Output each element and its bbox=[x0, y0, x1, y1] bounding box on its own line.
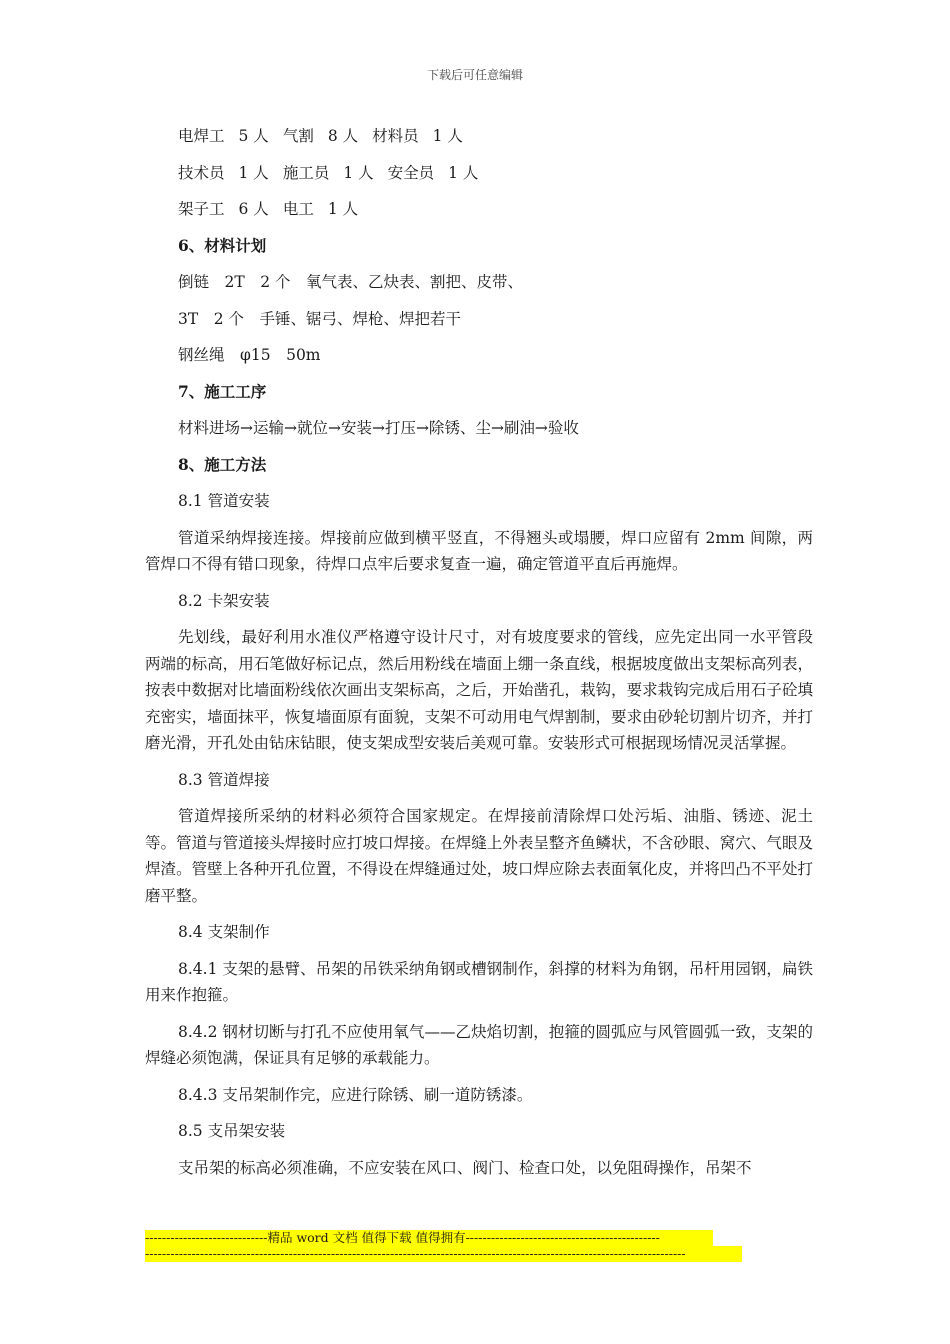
staff-count: 1 人 bbox=[432, 127, 463, 145]
footer-line: -------------------------------------------------------------------------------------------------------------------------------- bbox=[145, 1246, 742, 1262]
section-heading: 6、材料计划 bbox=[178, 235, 267, 255]
section-heading: 7、施工工序 bbox=[178, 381, 267, 401]
staff-count: 1 人 bbox=[327, 200, 359, 218]
staff-row bbox=[145, 123, 813, 150]
paragraph: 8.4.1 支架的悬臂、吊架的吊铁采纳角钢或槽钢制作，斜撑的材料为角钢，吊杆用园钢，扁铁用来作抱箍。 bbox=[145, 959, 813, 1004]
staff-row bbox=[145, 160, 813, 187]
staff-role: 技术员 bbox=[178, 163, 225, 182]
staff-count: 6 人 bbox=[238, 200, 269, 218]
paragraph: 管道焊接所采纳的材料必须符合国家规定。在焊接前清除焊口处污垢、油脂、锈迹、泥土等。管道与管道接头焊接时应打坡口焊接。在焊缝上外表呈整齐鱼鳞状，不含砂眼、窝穴、气眼及焊渣。管壁上各种开孔位置，不得设在焊缝通过处，坡口焊应除去表面氧化皮，并将凹凸不平处打磨平整。 bbox=[145, 807, 813, 905]
footer-banner bbox=[145, 1230, 742, 1262]
staff-role: 气割 bbox=[282, 127, 314, 145]
staff-count: 5 人 bbox=[238, 127, 269, 145]
paragraph: 管道采纳焊接连接。焊接前应做到横平竖直，不得翘头或塌腰，焊口应留有 2mm 间隙，两管焊口不得有错口现象，待焊口点牢后要求复查一遍，确定管道平直后再施焊。 bbox=[145, 528, 813, 573]
staff-role: 安全员 bbox=[387, 163, 435, 182]
staff-count: 1 人 bbox=[238, 163, 269, 182]
material-line: 钢丝绳 φ15 50m bbox=[178, 346, 321, 364]
section-heading: 8、施工方法 bbox=[178, 454, 267, 474]
staff-role: 材料员 bbox=[372, 127, 419, 145]
paragraph: 先划线，最好利用水准仪严格遵守设计尺寸，对有坡度要求的管线，应先定出同一水平管段两端的标高，用石笔做好标记点，然后用粉线在墙面上绷一条直线，根据坡度做出支架标高列表，按表中数据对比墙面粉线依次画出支架标高，之后，开始凿孔，栽钩，要求栽钩完成后用石子砼填充密实，墙面抹平，恢复墙面原有面貌，支架不可动用电气焊割制，要求由砂轮切割片切齐，并打磨光滑，开孔处由钻床钻眼，使支架成型安装后美观可靠。安装形式可根据现场情况灵活掌握。 bbox=[145, 628, 813, 752]
subsection-heading: 8.3 管道焊接 bbox=[178, 770, 270, 789]
material-line: 倒链 2T 2 个 氧气表、乙炔表、割把、皮带、 bbox=[178, 273, 523, 291]
staff-role: 施工员 bbox=[282, 163, 330, 182]
staff-count: 1 人 bbox=[448, 163, 479, 182]
subsection-heading: 8.5 支吊架安装 bbox=[178, 1122, 286, 1140]
staff-role: 电焊工 bbox=[178, 127, 225, 145]
process-flow: 材料进场→运输→就位→安装→打压→除锈、尘→刷油→验收 bbox=[178, 419, 579, 437]
staff-count: 1 人 bbox=[343, 163, 374, 182]
subsection-heading: 8.4 支架制作 bbox=[178, 923, 270, 941]
staff-role: 电工 bbox=[282, 200, 314, 218]
footer-line: -----------------------------精品 word 文档 值得下载 值得拥有---------------------------------------------- bbox=[145, 1230, 713, 1246]
material-line: 3T 2 个 手锤、锯弓、焊枪、焊把若干 bbox=[178, 309, 461, 328]
page-header: 下载后可任意编辑 bbox=[426, 68, 523, 82]
staff-count: 8 人 bbox=[327, 127, 359, 145]
paragraph: 8.4.3 支吊架制作完，应进行除锈、刷一道防锈漆。 bbox=[178, 1085, 533, 1104]
staff-row bbox=[145, 196, 813, 223]
staff-role: 架子工 bbox=[178, 200, 225, 218]
document-body bbox=[145, 123, 813, 1191]
subsection-heading: 8.2 卡架安装 bbox=[178, 591, 270, 610]
paragraph: 支吊架的标高必须准确，不应安装在风口、阀门、检查口处，以免阻碍操作，吊架不 bbox=[178, 1158, 752, 1177]
subsection-heading: 8.1 管道安装 bbox=[178, 492, 270, 510]
paragraph: 8.4.2 钢材切断与打孔不应使用氧气——乙炔焰切割，抱箍的圆弧应与风管圆弧一致，支架的焊缝必须饱满，保证具有足够的承载能力。 bbox=[145, 1022, 813, 1067]
